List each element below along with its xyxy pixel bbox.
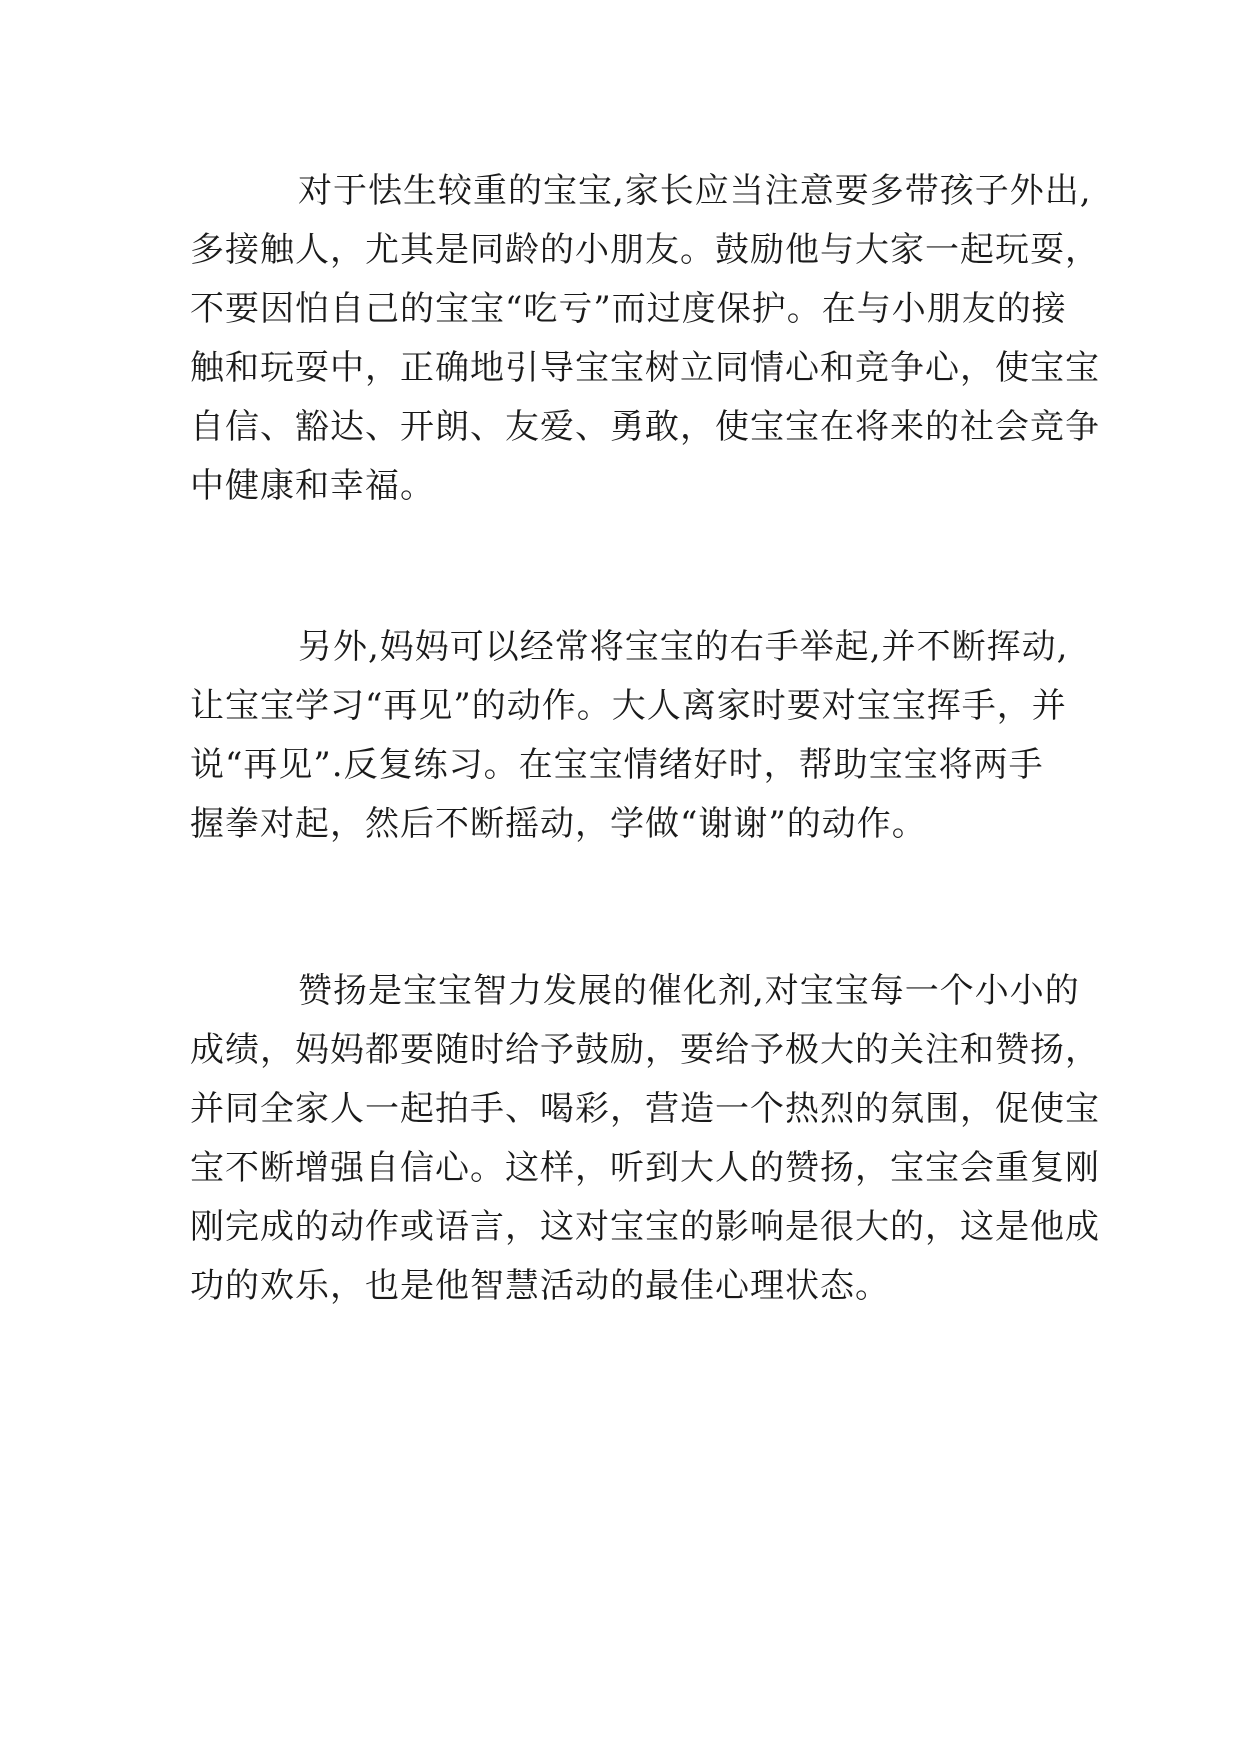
paragraph-line: 并同全家人一起拍手、喝彩，营造一个热烈的氛围，促使宝: [190, 1089, 1100, 1129]
paragraph-line: 自信、豁达、开朗、友爱、勇敢，使宝宝在将来的社会竞争: [190, 407, 1100, 447]
paragraph-praise: [190, 962, 1100, 1316]
paragraph-line: 多接触人，尤其是同龄的小朋友。鼓励他与大家一起玩耍，: [190, 230, 1100, 270]
paragraph-gesture-practice: [190, 618, 1090, 854]
paragraph-line: 不要因怕自己的宝宝“吃亏”而过度保护。在与小朋友的接: [190, 289, 1067, 329]
paragraph-line: 说“再见”.反复练习。在宝宝情绪好时，帮助宝宝将两手: [190, 745, 1044, 785]
paragraph-line: 中健康和幸福。: [190, 466, 435, 506]
paragraph-shyness-advice: [190, 162, 1100, 516]
paragraph-line: 宝不断增强自信心。这样，听到大人的赞扬，宝宝会重复刚: [190, 1148, 1100, 1188]
paragraph-line: 赞扬是宝宝智力发展的催化剂,对宝宝每一个小小的: [298, 971, 1080, 1011]
paragraph-line: 功的欢乐，也是他智慧活动的最佳心理状态。: [190, 1266, 890, 1306]
paragraph-line: 对于怯生较重的宝宝,家长应当注意要多带孩子外出,: [298, 171, 1092, 211]
paragraph-line: 成绩，妈妈都要随时给予鼓励，要给予极大的关注和赞扬，: [190, 1030, 1100, 1070]
paragraph-line: 刚完成的动作或语言，这对宝宝的影响是很大的，这是他成: [190, 1207, 1100, 1247]
paragraph-line: 触和玩耍中，正确地引导宝宝树立同情心和竞争心，使宝宝: [190, 348, 1100, 388]
paragraph-line: 让宝宝学习“再见”的动作。大人离家时要对宝宝挥手，并: [190, 686, 1067, 726]
paragraph-line: 握拳对起，然后不断摇动，学做“谢谢”的动作。: [190, 804, 927, 844]
paragraph-line: 另外,妈妈可以经常将宝宝的右手举起,并不断挥动,: [298, 627, 1069, 667]
